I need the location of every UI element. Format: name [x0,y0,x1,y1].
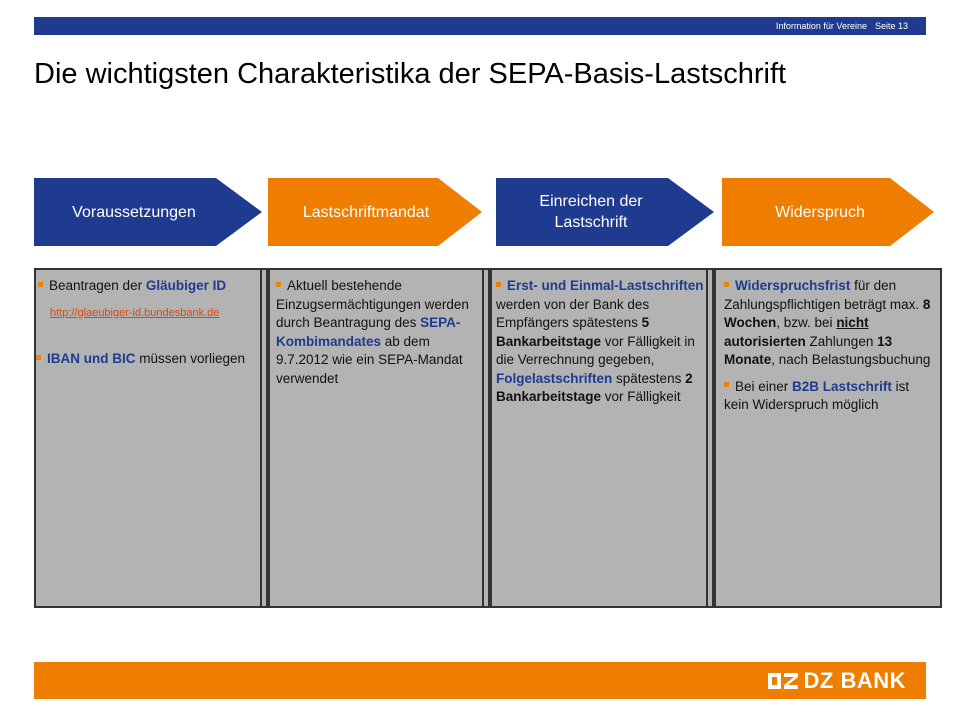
page-number: Seite 13 [874,21,908,31]
step-voraussetzungen [34,178,262,246]
text: Aktuell bestehende Einzugsermächtigungen werden durch Beantragung des [276,278,469,330]
bullet-icon [38,282,43,287]
step-label: Lastschriftmandat [302,203,430,221]
step-label-line2: Lastschrift [554,214,628,231]
text: spätestens [612,370,686,386]
step-label: Voraussetzungen [72,203,196,221]
text-bold: Widerspruchsfrist [735,278,851,293]
header-info: Information für Vereine [775,21,867,31]
logo-text: DZ BANK [803,668,906,693]
text: vor Fälligkeit in die Verrechnung gegeben, [496,333,695,367]
bundesbank-link[interactable]: http://glaeubiger-id.bundesbank.de [50,306,220,319]
text-bold: autorisierten [724,333,806,349]
text-bold: Gläubiger ID [145,278,227,293]
step-widerspruch [722,178,934,246]
text-bold: 13 Monate [724,333,893,367]
text-bold: SEPA-Kombimandates [276,315,461,349]
text: werden von der Bank des Empfängers spätestens [496,296,650,330]
text: Zahlungen [805,333,878,349]
text-bold: 8 Wochen [724,296,931,330]
text-bold: Folgelastschriften [496,370,613,386]
footer-bar [34,662,926,699]
text: , bzw. bei [776,315,837,330]
panel-einreichen [490,268,714,608]
text-bold: B2B Lastschrift [792,378,892,394]
dz-bank-logo [768,669,907,693]
panel-widerspruch [714,268,942,608]
text: , nach Belastungsbuchung [771,352,931,367]
step-label [496,178,686,246]
text: vor Fälligkeit [601,389,681,404]
text: Beantragen der [49,278,146,293]
panel-divider [482,270,484,606]
text-bold: IBAN und BIC [47,351,136,366]
step-label: Widerspruch [775,203,865,221]
text-underlined: nicht [836,315,869,330]
panel-voraussetzungen [34,268,268,608]
text: ab dem 9.7.2012 wie ein SEPA-Mandat verwendet [276,333,463,386]
bullet-icon [276,282,281,287]
step-lastschriftmandat [268,178,482,246]
step-einreichen [496,178,714,246]
bullet-icon [724,382,729,387]
text: für den Zahlungspflichtigen beträgt max. [724,278,923,312]
bullet-icon [36,355,41,360]
header-bar [34,17,926,35]
text-bold: 5 Bankarbeitstage [496,315,650,349]
text: müssen vorliegen [135,351,246,366]
bullet-icon [724,282,729,287]
dz-bank-logo-icon [768,670,798,692]
text: ist kein Widerspruch möglich [724,378,910,412]
text-bold: 2 Bankarbeitstage [496,370,693,404]
slide-title: Die wichtigsten Charakteristika der SEPA-Basis-Lastschrift [34,58,787,90]
text-bold: Erst- und Einmal-Lastschriften [507,278,704,293]
bullet-icon [496,282,501,287]
text: Bei einer [735,378,793,394]
step-label-line1: Einreichen der [539,193,643,210]
panel-divider [706,270,708,606]
panel-lastschriftmandat [268,268,490,608]
